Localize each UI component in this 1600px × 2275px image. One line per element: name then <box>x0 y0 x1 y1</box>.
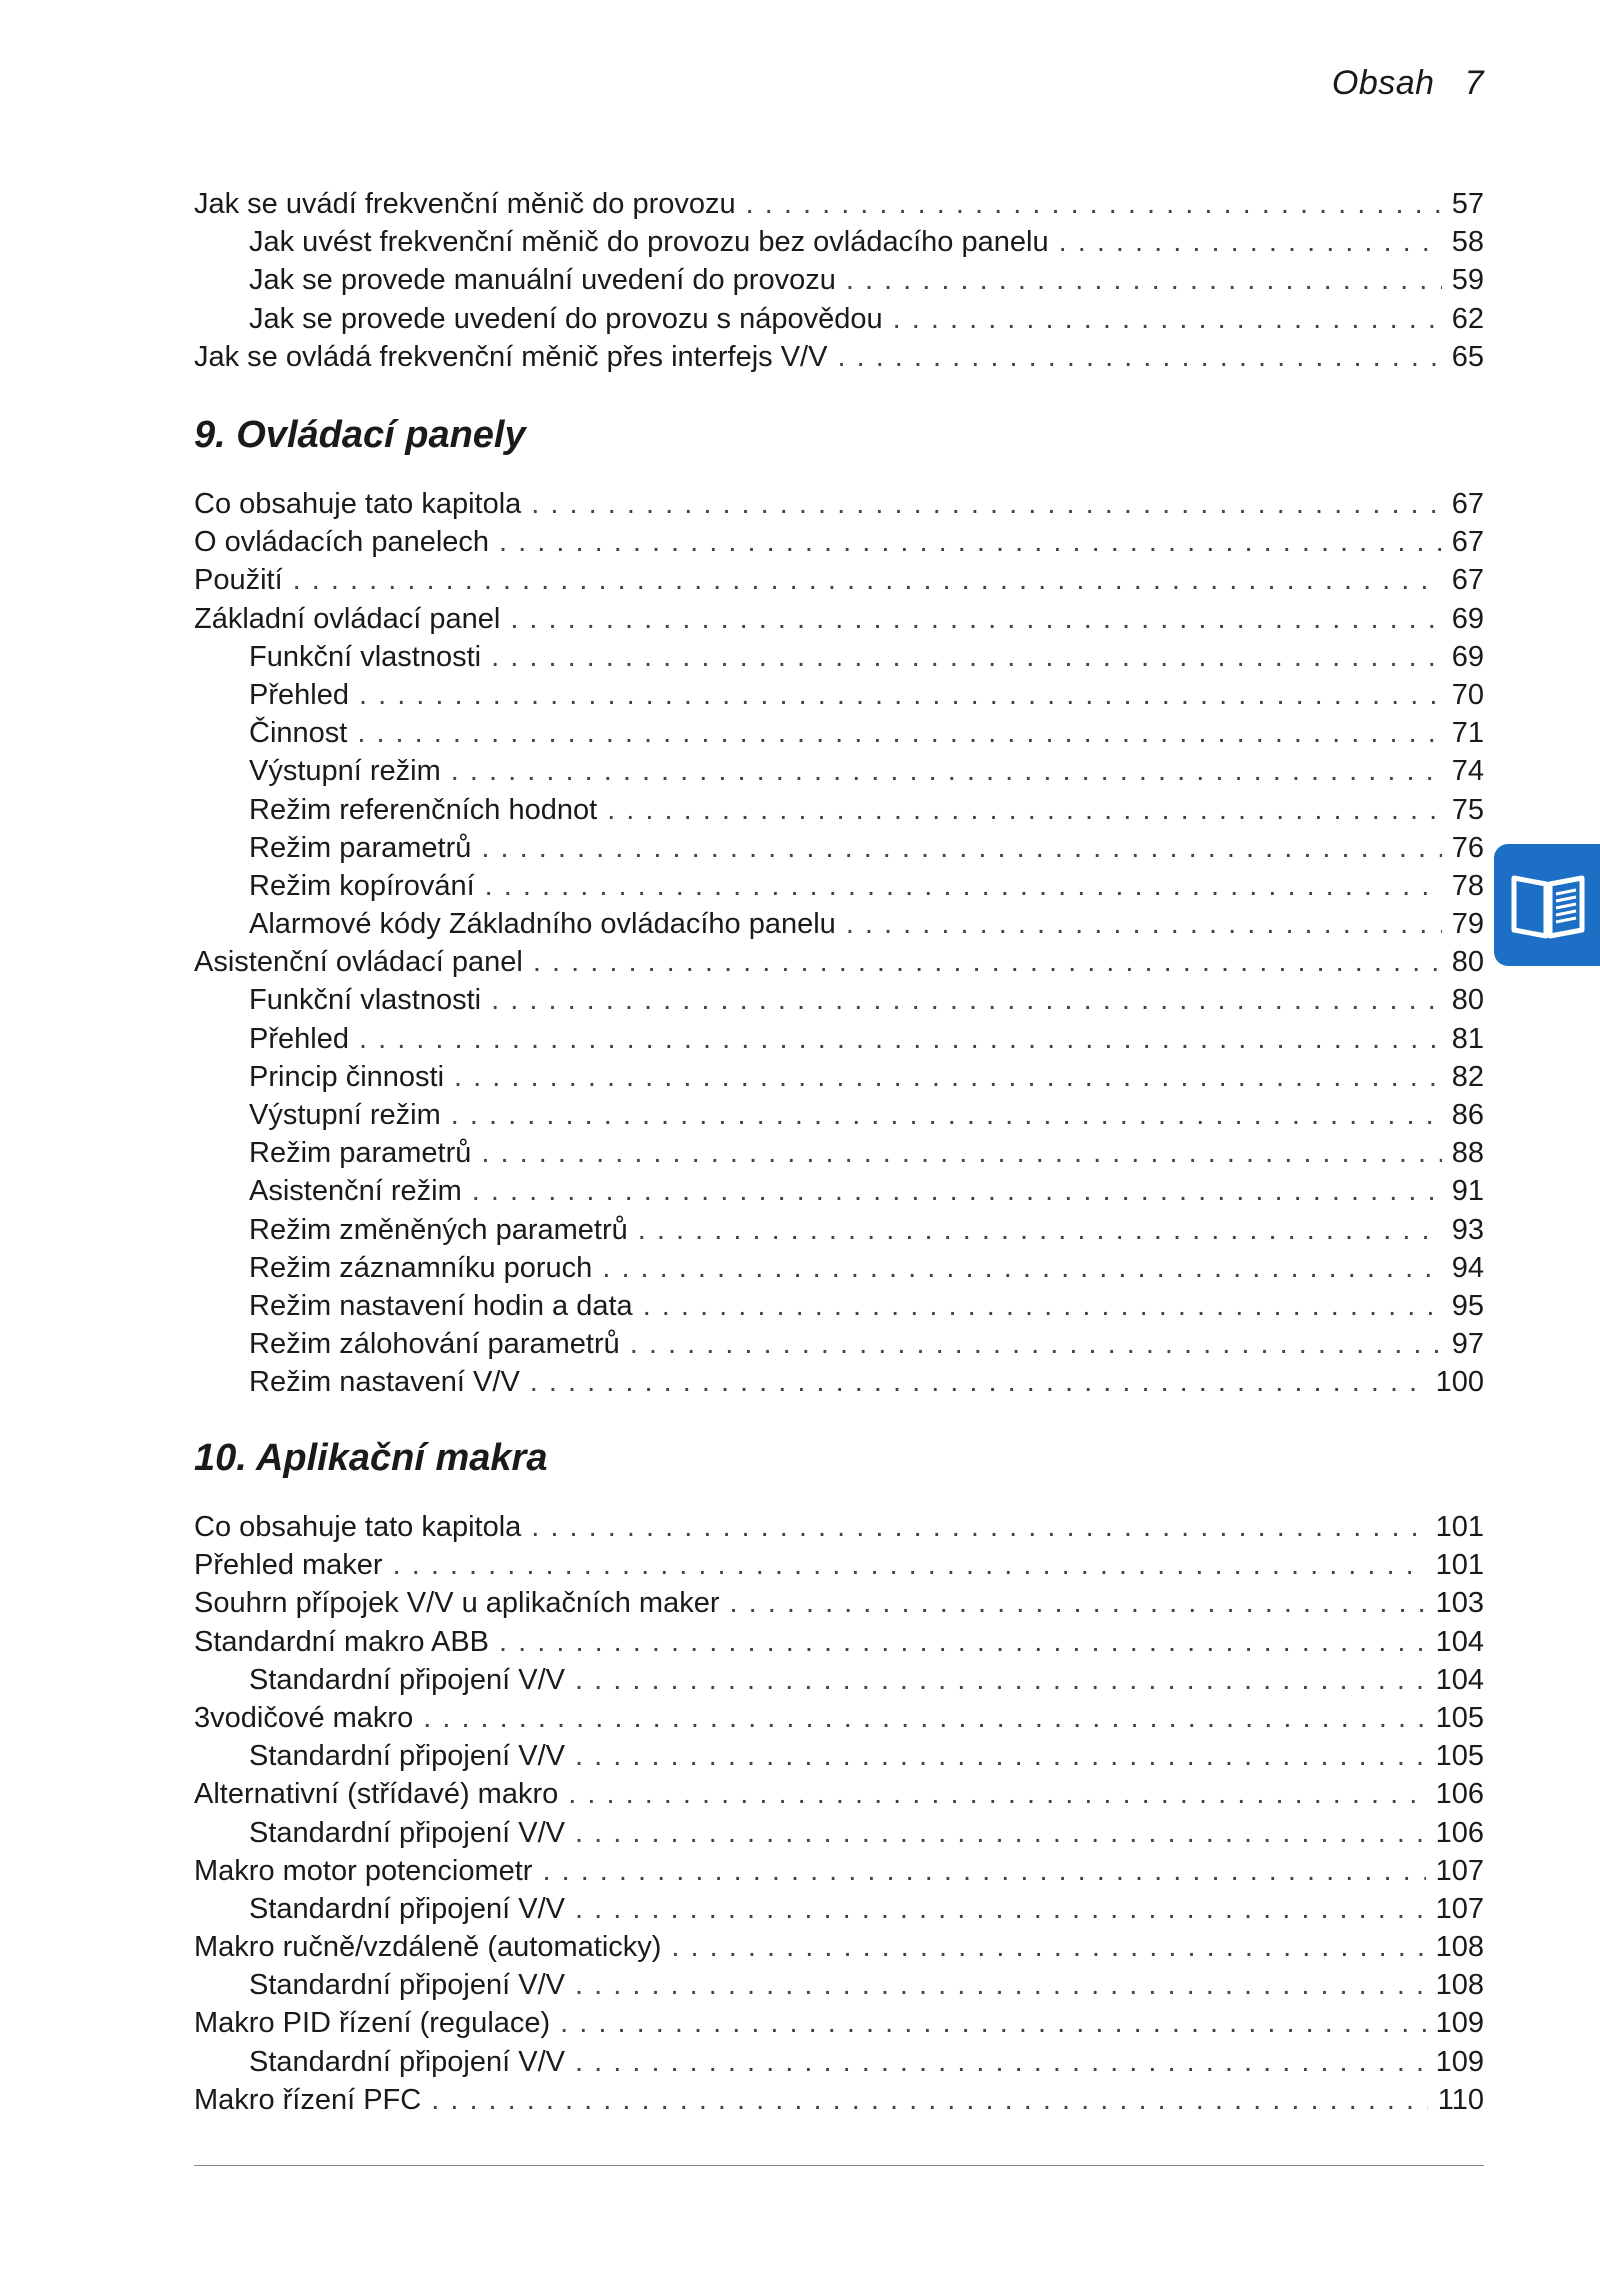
toc-entry-page: 58 <box>1451 226 1484 259</box>
toc-entry-page: 97 <box>1451 1328 1484 1361</box>
header-page-number: 7 <box>1464 64 1484 102</box>
toc-entry[interactable] <box>194 1058 1484 1096</box>
toc-entry[interactable] <box>194 1249 1484 1287</box>
toc-leader-dots <box>485 867 1442 905</box>
toc-entry[interactable] <box>194 1852 1484 1890</box>
toc-entry-title: Asistenční ovládací panel <box>194 946 523 979</box>
toc-entry-page: 69 <box>1451 602 1484 635</box>
toc-entry[interactable] <box>194 1211 1484 1249</box>
chapter-10-heading: 10. Aplikační makra <box>194 1437 548 1479</box>
toc-leader-dots <box>643 1287 1442 1325</box>
toc-entry[interactable] <box>194 1966 1484 2004</box>
toc-entry[interactable] <box>194 1020 1484 1058</box>
toc-entry-page: 104 <box>1435 1625 1484 1658</box>
toc-entry-page: 105 <box>1435 1701 1484 1734</box>
toc-entry[interactable] <box>194 1134 1484 1172</box>
toc-leader-dots <box>638 1211 1442 1249</box>
toc-entry-page: 69 <box>1451 640 1484 673</box>
toc-entry-title: Jak se uvádí frekvenční měnič do provozu <box>194 188 736 220</box>
toc-entry[interactable] <box>194 1508 1484 1546</box>
toc-entry-page: 71 <box>1451 717 1484 750</box>
toc-entry[interactable] <box>194 752 1484 790</box>
toc-leader-dots <box>454 1058 1442 1096</box>
toc-entry-title: O ovládacích panelech <box>194 526 490 559</box>
toc-entry-page: 101 <box>1435 1511 1484 1543</box>
toc-entry-title: Standardní připojení V/V <box>249 1892 565 1925</box>
toc-entry-title: Alternativní (střídavé) makro <box>194 1778 559 1811</box>
toc-entry-page: 106 <box>1435 1816 1484 1849</box>
toc-entry-title: Režim referenčních hodnot <box>249 793 598 826</box>
toc-entry-page: 108 <box>1435 1931 1484 1964</box>
toc-entry-title: Makro PID řízení (regulace) <box>194 2007 551 2040</box>
toc-leader-dots <box>575 1737 1426 1775</box>
toc-leader-dots <box>671 1928 1425 1966</box>
book-icon <box>1508 868 1588 942</box>
toc-entry-page: 109 <box>1435 2007 1484 2040</box>
toc-leader-dots <box>359 676 1442 714</box>
toc-entry-page: 110 <box>1437 2083 1484 2116</box>
toc-entry-title: Standardní připojení V/V <box>249 1969 565 2002</box>
toc-entry-title: Princip činnosti <box>249 1060 445 1093</box>
toc-leader-dots <box>575 2043 1426 2081</box>
toc-entry-page: 80 <box>1451 984 1484 1017</box>
toc-entry[interactable] <box>194 791 1484 829</box>
toc-entry-title: Režim parametrů <box>249 1137 472 1170</box>
toc-leader-dots <box>293 561 1442 599</box>
toc-entry[interactable] <box>194 1287 1484 1325</box>
toc-leader-dots <box>602 1249 1441 1287</box>
toc-entry-page: 108 <box>1435 1969 1484 2002</box>
toc-entry[interactable] <box>194 561 1484 599</box>
toc-leader-dots <box>533 943 1442 981</box>
toc-entry-page: 67 <box>1451 526 1484 559</box>
toc-entry-title: Použití <box>194 564 283 597</box>
toc-entry-title: Alarmové kódy Základního ovládacího panelu <box>249 908 836 941</box>
toc-entry-title: Režim nastavení V/V <box>249 1366 520 1399</box>
toc-entry-page: 95 <box>1451 1289 1484 1322</box>
toc-entry-title: Jak uvést frekvenční měnič do provozu bez ovládacího panelu <box>249 226 1049 259</box>
toc-entry-title: Funkční vlastnosti <box>249 984 482 1017</box>
toc-entry-title: Výstupní režim <box>249 1099 441 1131</box>
toc-entry-page: 80 <box>1451 946 1484 979</box>
toc-entry-title: Standardní připojení V/V <box>249 1663 565 1696</box>
toc-entry[interactable] <box>194 1699 1484 1737</box>
toc-leader-dots <box>893 300 1442 338</box>
toc-entry[interactable] <box>194 905 1484 943</box>
toc-leader-dots <box>393 1546 1426 1584</box>
toc-entry[interactable] <box>194 2043 1484 2081</box>
toc-entry-page: 62 <box>1451 302 1484 335</box>
toc-entry[interactable] <box>194 523 1484 561</box>
toc-entry-page: 91 <box>1451 1175 1484 1208</box>
toc-leader-dots <box>531 1508 1425 1546</box>
toc-leader-dots <box>357 714 1441 752</box>
toc-leader-dots <box>575 1661 1426 1699</box>
toc-entry[interactable] <box>194 1363 1484 1401</box>
toc-entry[interactable] <box>194 943 1484 981</box>
toc-entry-page: 59 <box>1451 264 1484 297</box>
toc-leader-dots <box>575 1890 1426 1928</box>
toc-block-3 <box>194 1508 1484 2119</box>
toc-entry-title: Přehled <box>249 1022 349 1055</box>
toc-entry-page: 93 <box>1451 1213 1484 1246</box>
toc-entry-title: Výstupní režim <box>249 755 441 788</box>
toc-entry-title: Funkční vlastnosti <box>249 640 482 673</box>
toc-entry-title: Režim nastavení hodin a data <box>249 1289 633 1322</box>
toc-entry[interactable] <box>194 185 1484 223</box>
toc-entry[interactable] <box>194 1546 1484 1584</box>
toc-entry-title: Režim změněných parametrů <box>249 1213 628 1246</box>
toc-entry[interactable] <box>194 1096 1484 1134</box>
toc-leader-dots <box>575 1966 1426 2004</box>
toc-entry-page: 67 <box>1451 564 1484 597</box>
toc-entry-page: 78 <box>1451 869 1484 902</box>
toc-entry-page: 107 <box>1435 1892 1484 1925</box>
toc-entry[interactable] <box>194 1890 1484 1928</box>
toc-entry-title: Standardní makro ABB <box>194 1625 489 1658</box>
toc-entry[interactable] <box>194 829 1484 867</box>
toc-entry[interactable] <box>194 867 1484 905</box>
toc-entry-title: Jak se ovládá frekvenční měnič přes interfejs V/V <box>194 340 828 373</box>
manual-side-tab[interactable] <box>1494 844 1600 966</box>
toc-entry-page: 104 <box>1435 1663 1484 1696</box>
toc-leader-dots <box>431 2081 1428 2119</box>
toc-entry[interactable] <box>194 1661 1484 1699</box>
page-header <box>1332 64 1484 103</box>
toc-entry[interactable] <box>194 1928 1484 1966</box>
toc-entry-page: 94 <box>1451 1251 1484 1284</box>
toc-entry[interactable] <box>194 1325 1484 1363</box>
toc-entry[interactable] <box>194 223 1484 261</box>
toc-entry-title: Přehled <box>249 678 349 711</box>
toc-entry[interactable] <box>194 714 1484 752</box>
toc-leader-dots <box>568 1775 1425 1813</box>
toc-entry-page: 67 <box>1451 488 1484 520</box>
toc-entry-title: Režim zálohování parametrů <box>249 1328 620 1361</box>
toc-block-2 <box>194 485 1484 1402</box>
toc-entry-title: Co obsahuje tato kapitola <box>194 1511 522 1543</box>
toc-entry-page: 86 <box>1451 1099 1484 1131</box>
toc-entry-page: 100 <box>1435 1366 1484 1399</box>
toc-entry-page: 75 <box>1451 793 1484 826</box>
toc-entry[interactable] <box>194 1584 1484 1622</box>
toc-entry[interactable] <box>194 981 1484 1019</box>
toc-entry-title: Co obsahuje tato kapitola <box>194 488 522 520</box>
toc-entry-title: Makro ručně/vzdáleně (automaticky) <box>194 1931 662 1964</box>
toc-entry[interactable] <box>194 2081 1484 2119</box>
toc-entry-title: Činnost <box>249 717 348 750</box>
toc-entry-title: Základní ovládací panel <box>194 602 501 635</box>
toc-entry-title: Jak se provede uvedení do provozu s nápovědou <box>249 302 883 335</box>
toc-entry-page: 70 <box>1451 678 1484 711</box>
toc-leader-dots <box>607 791 1442 829</box>
toc-entry[interactable] <box>194 1172 1484 1210</box>
toc-entry-title: Režim záznamníku poruch <box>249 1251 593 1284</box>
toc-leader-dots <box>472 1172 1442 1210</box>
toc-leader-dots <box>499 1623 1426 1661</box>
toc-entry-page: 65 <box>1451 340 1484 373</box>
header-section: Obsah <box>1331 64 1435 102</box>
toc-leader-dots <box>542 1852 1425 1890</box>
toc-entry-title: Přehled maker <box>194 1549 383 1582</box>
toc-entry-page: 79 <box>1451 908 1484 941</box>
toc-entry-title: Standardní připojení V/V <box>249 2045 565 2078</box>
toc-leader-dots <box>451 752 1442 790</box>
toc-entry-page: 76 <box>1451 831 1484 864</box>
toc-leader-dots <box>491 638 1442 676</box>
toc-entry[interactable] <box>194 2004 1484 2042</box>
toc-entry-page: 105 <box>1435 1740 1484 1773</box>
toc-entry-title: Makro řízení PFC <box>194 2083 422 2116</box>
toc-entry-page: 107 <box>1435 1854 1484 1887</box>
footer-divider <box>194 2165 1484 2166</box>
toc-block-1 <box>194 185 1484 376</box>
toc-leader-dots <box>451 1096 1442 1134</box>
toc-leader-dots <box>630 1325 1442 1363</box>
toc-entry-page: 82 <box>1451 1060 1484 1093</box>
toc-leader-dots <box>531 485 1441 523</box>
toc-entry-title: Asistenční režim <box>249 1175 462 1208</box>
toc-entry[interactable] <box>194 638 1484 676</box>
toc-leader-dots <box>359 1020 1442 1058</box>
toc-leader-dots <box>575 1814 1426 1852</box>
toc-leader-dots <box>846 261 1442 299</box>
toc-entry-page: 57 <box>1451 188 1484 220</box>
toc-entry-title: Makro motor potenciometr <box>194 1854 533 1887</box>
toc-leader-dots <box>560 2004 1425 2042</box>
toc-entry[interactable] <box>194 1775 1484 1813</box>
toc-entry-title: Standardní připojení V/V <box>249 1816 565 1849</box>
toc-entry-page: 74 <box>1451 755 1484 788</box>
toc-entry[interactable] <box>194 485 1484 523</box>
toc-entry-page: 88 <box>1451 1137 1484 1170</box>
toc-leader-dots <box>746 185 1442 223</box>
toc-entry[interactable] <box>194 676 1484 714</box>
toc-entry[interactable] <box>194 1814 1484 1852</box>
chapter-9-heading: 9. Ovládací panely <box>194 414 526 456</box>
toc-leader-dots <box>491 981 1442 1019</box>
toc-entry[interactable] <box>194 261 1484 299</box>
toc-leader-dots <box>837 338 1441 376</box>
toc-entry-title: 3vodičové makro <box>194 1701 414 1734</box>
toc-entry[interactable] <box>194 300 1484 338</box>
toc-leader-dots <box>1059 223 1442 261</box>
toc-entry-page: 81 <box>1451 1022 1484 1055</box>
toc-leader-dots <box>481 1134 1441 1172</box>
toc-entry-title: Režim kopírování <box>249 869 475 902</box>
toc-entry-title: Režim parametrů <box>249 831 472 864</box>
toc-entry-page: 109 <box>1435 2045 1484 2078</box>
toc-leader-dots <box>846 905 1442 943</box>
toc-entry[interactable] <box>194 600 1484 638</box>
toc-leader-dots <box>499 523 1442 561</box>
toc-entry-title: Standardní připojení V/V <box>249 1740 565 1773</box>
toc-entry-page: 106 <box>1435 1778 1484 1811</box>
toc-entry-title: Jak se provede manuální uvedení do provozu <box>249 264 836 297</box>
toc-entry[interactable] <box>194 1623 1484 1661</box>
toc-entry-page: 103 <box>1435 1587 1484 1620</box>
toc-leader-dots <box>730 1584 1426 1622</box>
toc-entry-title: Souhrn přípojek V/V u aplikačních maker <box>194 1587 720 1620</box>
toc-entry-page: 101 <box>1435 1549 1484 1582</box>
toc-leader-dots <box>423 1699 1425 1737</box>
toc-entry[interactable] <box>194 338 1484 376</box>
toc-leader-dots <box>510 600 1441 638</box>
toc-leader-dots <box>530 1363 1426 1401</box>
toc-entry[interactable] <box>194 1737 1484 1775</box>
toc-leader-dots <box>481 829 1441 867</box>
